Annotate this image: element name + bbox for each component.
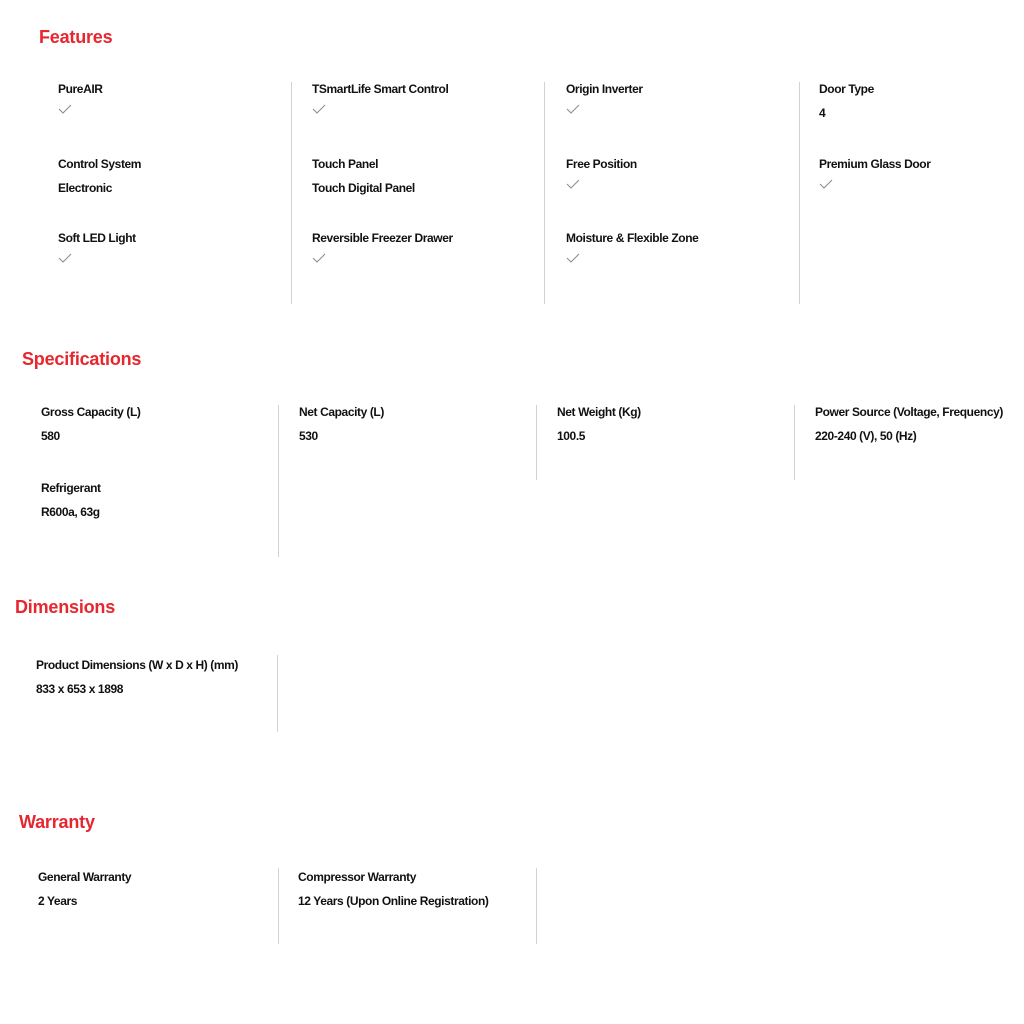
spec-net-capacity (299, 405, 384, 443)
warranty-value: 12 Years (Upon Online Registration) (298, 894, 489, 908)
feature-label: Control System (58, 157, 142, 171)
features-grid (0, 82, 1024, 304)
spec-label: Power Source (Voltage, Frequency) (815, 405, 1003, 419)
checkmark-icon (819, 178, 833, 190)
feature-label: Touch Panel (312, 157, 379, 171)
checkmark-icon (566, 178, 580, 190)
warranty-heading: Warranty (19, 812, 95, 832)
feature-label: Soft LED Light (58, 231, 136, 245)
feature-label: Reversible Freezer Drawer (312, 231, 453, 245)
feature-label: Door Type (819, 82, 874, 96)
spec-net-weight (557, 405, 641, 443)
spec-value: 530 (299, 429, 318, 443)
column-divider (278, 868, 279, 944)
spec-value: 220-240 (V), 50 (Hz) (815, 429, 917, 443)
dimensions-heading: Dimensions (15, 597, 116, 617)
spec-value: R600a, 63g (41, 505, 100, 519)
dimension-value: 833 x 653 x 1898 (36, 682, 124, 696)
warranty-general (38, 870, 131, 908)
feature-label: TSmartLife Smart Control (312, 82, 449, 96)
feature-premium-glass-door (819, 157, 931, 190)
checkmark-icon (566, 252, 580, 264)
checkmark-icon (58, 103, 72, 115)
warranty-grid (0, 868, 1024, 944)
specifications-heading: Specifications (22, 349, 142, 369)
column-divider (794, 405, 795, 480)
column-divider (278, 405, 279, 557)
warranty-label: Compressor Warranty (298, 870, 416, 884)
checkmark-icon (312, 103, 326, 115)
spec-label: Gross Capacity (L) (41, 405, 141, 419)
feature-label: Free Position (566, 157, 637, 171)
spec-label: Net Capacity (L) (299, 405, 384, 419)
warranty-compressor (298, 870, 489, 908)
feature-free-position (566, 157, 637, 190)
dimensions-grid (0, 655, 1024, 732)
feature-door-type (819, 82, 874, 120)
feature-pureair (58, 82, 103, 115)
features-heading: Features (39, 27, 113, 47)
dimension-label: Product Dimensions (W x D x H) (mm) (36, 658, 239, 672)
spec-refrigerant (41, 481, 101, 519)
feature-label: Premium Glass Door (819, 157, 931, 171)
spec-value: 100.5 (557, 429, 586, 443)
feature-label: PureAIR (58, 82, 103, 96)
feature-value: Electronic (58, 181, 113, 195)
feature-control-system (58, 157, 141, 195)
column-divider (544, 82, 545, 304)
warranty-value: 2 Years (38, 894, 78, 908)
column-divider (291, 82, 292, 304)
feature-moisture-flexible-zone (566, 231, 698, 264)
column-divider (536, 868, 537, 944)
spec-value: 580 (41, 429, 60, 443)
column-divider (277, 655, 278, 732)
warranty-label: General Warranty (38, 870, 132, 884)
feature-label: Moisture & Flexible Zone (566, 231, 699, 245)
spec-label: Net Weight (Kg) (557, 405, 641, 419)
feature-origin-inverter (566, 82, 643, 115)
checkmark-icon (58, 252, 72, 264)
feature-reversible-freezer-drawer (312, 231, 453, 264)
spec-gross-capacity (41, 405, 141, 443)
dimension-product (36, 658, 238, 696)
feature-tsmartlife (312, 82, 448, 115)
checkmark-icon (566, 103, 580, 115)
feature-label: Origin Inverter (566, 82, 643, 96)
feature-value: 4 (819, 106, 826, 120)
checkmark-icon (312, 252, 326, 264)
feature-soft-led-light (58, 231, 136, 264)
spec-label: Refrigerant (41, 481, 101, 495)
feature-value: Touch Digital Panel (312, 181, 415, 195)
column-divider (536, 405, 537, 480)
spec-power-source (815, 405, 1003, 443)
feature-touch-panel (312, 157, 415, 195)
column-divider (799, 82, 800, 304)
specifications-grid (0, 405, 1024, 557)
